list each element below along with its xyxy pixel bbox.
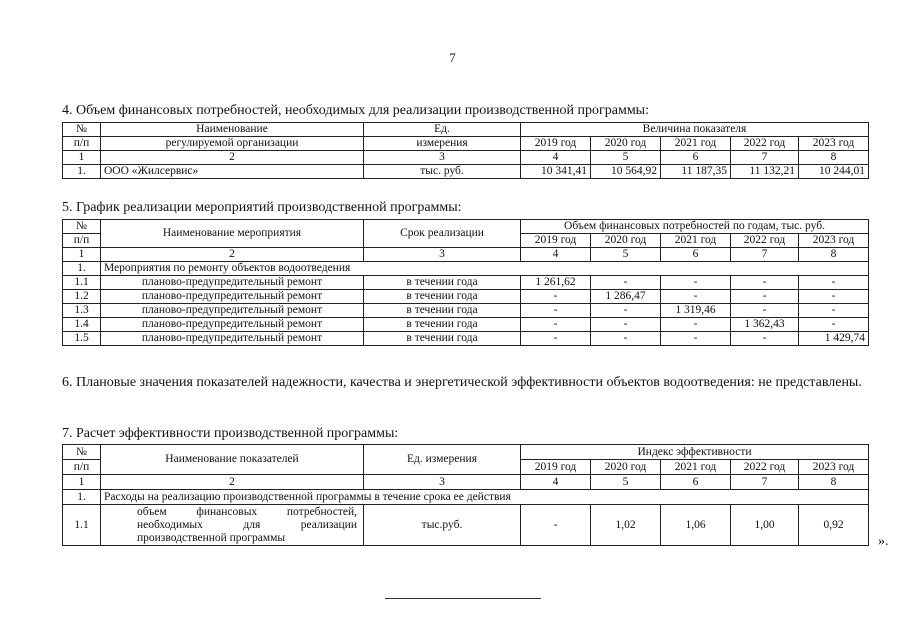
index-cell: 3 [364,475,521,490]
index-cell: 4 [521,475,591,490]
index-row [63,248,869,262]
footer-divider [385,598,541,599]
value-cell: - [591,318,661,332]
term-cell: в течении года [364,276,521,290]
value-cell: - [521,505,591,546]
table-header-row [63,137,869,151]
index-cell: 1 [63,248,101,262]
year-header: 2021 год [661,234,731,248]
index-cell: 2 [101,151,364,165]
index-cell: 1 [63,151,101,165]
unit-cell: тыс.руб. [364,505,521,546]
value-cell: 10 564,92 [591,165,661,179]
col-name-header: Наименование показателей [101,445,364,475]
year-header: 2023 год [799,460,869,475]
org-name: ООО «Жилсервис» [101,165,364,179]
activity-name: планово-предупредительный ремонт [101,276,364,290]
index-cell: 8 [799,248,869,262]
value-cell: - [731,304,799,318]
page-number: 7 [449,50,456,65]
row-num: 1.4 [63,318,101,332]
value-cell: - [661,276,731,290]
value-cell: 1,00 [731,505,799,546]
col-name-header: Наименование мероприятия [101,220,364,248]
year-header: 2019 год [521,234,591,248]
value-cell: 1 362,43 [731,318,799,332]
section-6-text: 6. Плановые значения показателей надежности, качества и энергетической эффективности объектов водоотведения: не представлены. [62,375,862,390]
term-cell: в течении года [364,290,521,304]
table-row [63,304,869,318]
col-num-header: № [63,123,101,137]
value-cell: 1 319,46 [661,304,731,318]
unit-cell: тыс. руб. [364,165,521,179]
value-cell: 10 341,41 [521,165,591,179]
table-header-row [63,123,869,137]
group-row [63,262,869,276]
value-cell: 1,02 [591,505,661,546]
col-num-header: № [63,445,101,460]
value-cell: - [521,332,591,346]
value-cell: - [731,332,799,346]
term-cell: в течении года [364,332,521,346]
year-header: 2023 год [799,234,869,248]
value-cell: - [591,276,661,290]
value-cell: - [731,290,799,304]
value-cell: - [661,318,731,332]
index-cell: 7 [731,475,799,490]
closing-quote: ». [878,534,889,549]
index-row [63,475,869,490]
index-cell: 6 [661,475,731,490]
year-header: 2020 год [591,460,661,475]
value-cell: - [521,304,591,318]
row-num: 1.1 [63,276,101,290]
col-group-header: Величина показателя [521,123,869,137]
value-cell: - [799,276,869,290]
group-row [63,490,869,505]
table-row [63,276,869,290]
activity-name: планово-предупредительный ремонт [101,304,364,318]
value-cell: 1 429,74 [799,332,869,346]
col-num-header: п/п [63,460,101,475]
index-cell: 2 [101,475,364,490]
col-num-header: п/п [63,137,101,151]
value-cell: - [661,332,731,346]
financial-needs-table [62,122,869,179]
section-5-title: 5. График реализации мероприятий производственной программы: [62,200,462,215]
col-group-header: Индекс эффективности [521,445,869,460]
index-cell: 6 [661,248,731,262]
index-cell: 5 [591,248,661,262]
row-num: 1.1 [63,505,101,546]
efficiency-table [62,444,869,546]
index-cell: 3 [364,151,521,165]
year-header: 2019 год [521,137,591,151]
year-header: 2022 год [731,234,799,248]
year-header: 2022 год [731,137,799,151]
value-cell: - [521,290,591,304]
value-cell: - [799,290,869,304]
col-num-header: п/п [63,234,101,248]
year-header: 2019 год [521,460,591,475]
index-cell: 6 [661,151,731,165]
row-num: 1.2 [63,290,101,304]
value-cell: 1 286,47 [591,290,661,304]
value-cell: 0,92 [799,505,869,546]
value-cell: - [591,304,661,318]
row-num: 1.5 [63,332,101,346]
value-cell: - [799,304,869,318]
table-row [63,165,869,179]
year-header: 2022 год [731,460,799,475]
table-row [63,290,869,304]
value-cell: 1 261,62 [521,276,591,290]
group-label: Расходы на реализацию производственной программы в течение срока ее действия [101,490,869,505]
table-header-row [63,220,869,234]
year-header: 2023 год [799,137,869,151]
table-row [63,332,869,346]
value-cell: 11 132,21 [731,165,799,179]
indicator-name: объем финансовых потребностей, необходимых для реализации производственной программы [101,505,364,546]
index-cell: 5 [591,475,661,490]
section-7-title: 7. Расчет эффективности производственной программы: [62,426,399,441]
index-cell: 7 [731,151,799,165]
index-cell: 8 [799,475,869,490]
index-cell: 5 [591,151,661,165]
value-cell: - [799,318,869,332]
value-cell: 10 244,01 [799,165,869,179]
col-num-header: № [63,220,101,234]
year-header: 2021 год [661,460,731,475]
year-header: 2020 год [591,234,661,248]
table-row [63,318,869,332]
year-header: 2020 год [591,137,661,151]
col-term-header: Срок реализации [364,220,521,248]
schedule-table [62,219,869,346]
activity-name: планово-предупредительный ремонт [101,332,364,346]
col-unit-header: Ед. [364,123,521,137]
row-num: 1. [63,490,101,505]
group-label: Мероприятия по ремонту объектов водоотведения [101,262,869,276]
term-cell: в течении года [364,318,521,332]
col-org-header: Наименование [101,123,364,137]
value-cell: - [661,290,731,304]
value-cell: - [731,276,799,290]
year-header: 2021 год [661,137,731,151]
index-cell: 3 [364,248,521,262]
index-cell: 4 [521,248,591,262]
value-cell: 1,06 [661,505,731,546]
col-unit-header: Ед. измерения [364,445,521,475]
index-row [63,151,869,165]
row-num: 1.3 [63,304,101,318]
value-cell: 11 187,35 [661,165,731,179]
term-cell: в течении года [364,304,521,318]
index-cell: 2 [101,248,364,262]
row-num: 1. [63,262,101,276]
index-cell: 8 [799,151,869,165]
section-4-title: 4. Объем финансовых потребностей, необходимых для реализации производственной программы: [62,103,649,118]
index-cell: 1 [63,475,101,490]
activity-name: планово-предупредительный ремонт [101,318,364,332]
table-row [63,505,869,546]
index-cell: 7 [731,248,799,262]
table-header-row [63,445,869,460]
col-org-header: регулируемой организации [101,137,364,151]
index-cell: 4 [521,151,591,165]
value-cell: - [521,318,591,332]
col-unit-header: измерения [364,137,521,151]
col-group-header: Объем финансовых потребностей по годам, тыс. руб. [521,220,869,234]
row-num: 1. [63,165,101,179]
activity-name: планово-предупредительный ремонт [101,290,364,304]
value-cell: - [591,332,661,346]
